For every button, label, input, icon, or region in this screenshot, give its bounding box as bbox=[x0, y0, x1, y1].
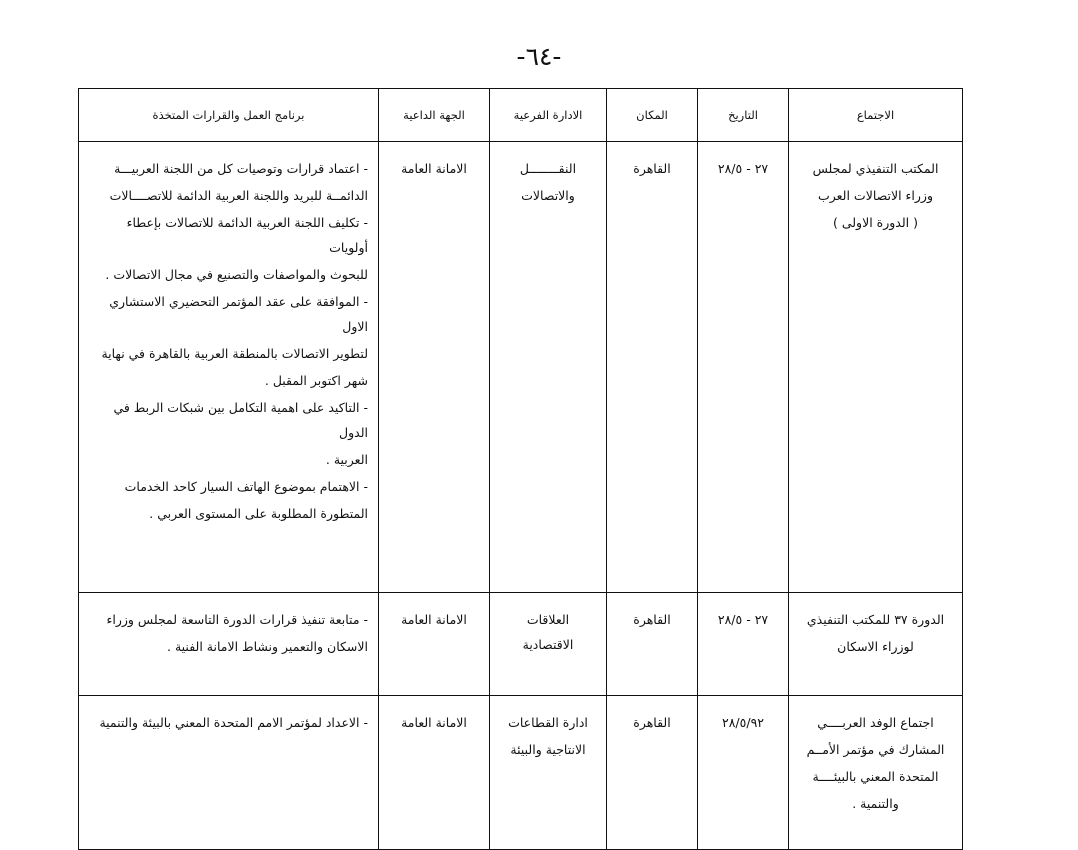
cell-line: القاهرة bbox=[633, 161, 671, 176]
cell-department bbox=[490, 696, 607, 850]
page-number: -٦٤- bbox=[516, 42, 562, 71]
column-header-program: برنامج العمل والقرارات المتخذة bbox=[79, 89, 379, 142]
cell-line: الدائمــة للبريد واللجنة العربية الدائمة للاتصــــالات bbox=[109, 188, 368, 203]
cell-line: ٢٧ - ٢٨/٥ bbox=[717, 612, 769, 627]
cell-line: ٢٧ - ٢٨/٥ bbox=[717, 161, 769, 176]
cell-inviting-body bbox=[379, 696, 490, 850]
cell-line: الدورة ٣٧ للمكتب التنفيذي bbox=[806, 612, 945, 627]
cell-line: - متابعة تنفيذ قرارات الدورة التاسعة لمجلس وزراء bbox=[106, 612, 368, 627]
column-header-inviting-body: الجهة الداعية bbox=[379, 89, 490, 142]
cell-line: - تكليف اللجنة العربية الدائمة للاتصالات بإعطاء أولويات bbox=[122, 215, 368, 255]
cell-department bbox=[490, 593, 607, 696]
cell-line: المشارك في مؤتمر الأمــم bbox=[806, 742, 945, 757]
cell-date bbox=[698, 696, 789, 850]
cell-line: - الاهتمام بموضوع الهاتف السيار كاحد الخدمات bbox=[124, 479, 368, 494]
cell-date bbox=[698, 593, 789, 696]
cell-meeting bbox=[789, 142, 963, 593]
cell-meeting bbox=[789, 696, 963, 850]
cell-line: الانتاجية والبيئة bbox=[510, 742, 586, 757]
cell-line: للبحوث والمواصفات والتصنيع في مجال الاتصالات . bbox=[105, 267, 368, 282]
cell-line: المتطورة المطلوبة على المستوى العربي . bbox=[149, 506, 368, 521]
cell-line: المكتب التنفيذي لمجلس bbox=[812, 161, 939, 176]
column-header-meeting: الاجتماع bbox=[789, 89, 963, 142]
column-header-date: التاريخ bbox=[698, 89, 789, 142]
cell-inviting-body bbox=[379, 593, 490, 696]
cell-line: والاتصالات bbox=[521, 188, 575, 203]
cell-line: شهر اكتوبر المقبل . bbox=[264, 373, 368, 388]
cell-line: العربية . bbox=[325, 452, 368, 467]
cell-date bbox=[698, 142, 789, 593]
cell-line: - الموافقة على عقد المؤتمر التحضيري الاستشاري الاول bbox=[105, 294, 368, 334]
cell-line: لوزراء الاسكان bbox=[837, 639, 914, 654]
cell-place bbox=[607, 593, 698, 696]
table-header-row bbox=[79, 89, 963, 142]
cell-line: وزراء الاتصالات العرب bbox=[817, 188, 933, 203]
cell-department bbox=[490, 142, 607, 593]
cell-program bbox=[79, 593, 379, 696]
meetings-table-container bbox=[99, 88, 963, 811]
cell-line: المتحدة المعني بالبيئــــة bbox=[812, 769, 939, 784]
table-body bbox=[79, 142, 963, 850]
cell-line: القاهرة bbox=[633, 715, 671, 730]
cell-line: الاسكان والتعمير ونشاط الامانة الفنية . bbox=[167, 639, 368, 654]
meetings-table bbox=[78, 88, 963, 850]
cell-line: القاهرة bbox=[633, 612, 671, 627]
cell-line: الامانة العامة bbox=[401, 715, 467, 730]
cell-line: الامانة العامة bbox=[401, 612, 467, 627]
cell-line: لتطوير الاتصالات بالمنطقة العربية بالقاهرة في نهاية bbox=[101, 346, 368, 361]
cell-place bbox=[607, 142, 698, 593]
cell-line: النقــــــــل bbox=[519, 161, 577, 176]
column-header-department: الادارة الفرعية bbox=[490, 89, 607, 142]
cell-line: العلاقات الاقتصادية bbox=[522, 612, 574, 652]
cell-line: ٢٨/٥/٩٢ bbox=[722, 715, 764, 730]
cell-meeting bbox=[789, 593, 963, 696]
cell-line: والتنمية . bbox=[852, 796, 899, 811]
cell-program bbox=[79, 142, 379, 593]
cell-line: ( الدورة الاولى ) bbox=[832, 215, 918, 230]
cell-line: - الاعداد لمؤتمر الامم المتحدة المعني بالبيئة والتنمية bbox=[99, 715, 368, 730]
column-header-place: المكان bbox=[607, 89, 698, 142]
table-row bbox=[79, 696, 963, 850]
cell-line: - التاكيد على اهمية التكامل بين شبكات الربط في الدول bbox=[109, 400, 368, 440]
table-row bbox=[79, 593, 963, 696]
cell-line: الامانة العامة bbox=[401, 161, 467, 176]
table-row bbox=[79, 142, 963, 593]
cell-line: ادارة القطاعات bbox=[508, 715, 588, 730]
table-header bbox=[79, 89, 963, 142]
cell-place bbox=[607, 696, 698, 850]
cell-inviting-body bbox=[379, 142, 490, 593]
cell-program bbox=[79, 696, 379, 850]
cell-line: - اعتماد قرارات وتوصيات كل من اللجنة العربيـــة bbox=[114, 161, 368, 176]
cell-line: اجتماع الوفد العربــــي bbox=[817, 715, 934, 730]
